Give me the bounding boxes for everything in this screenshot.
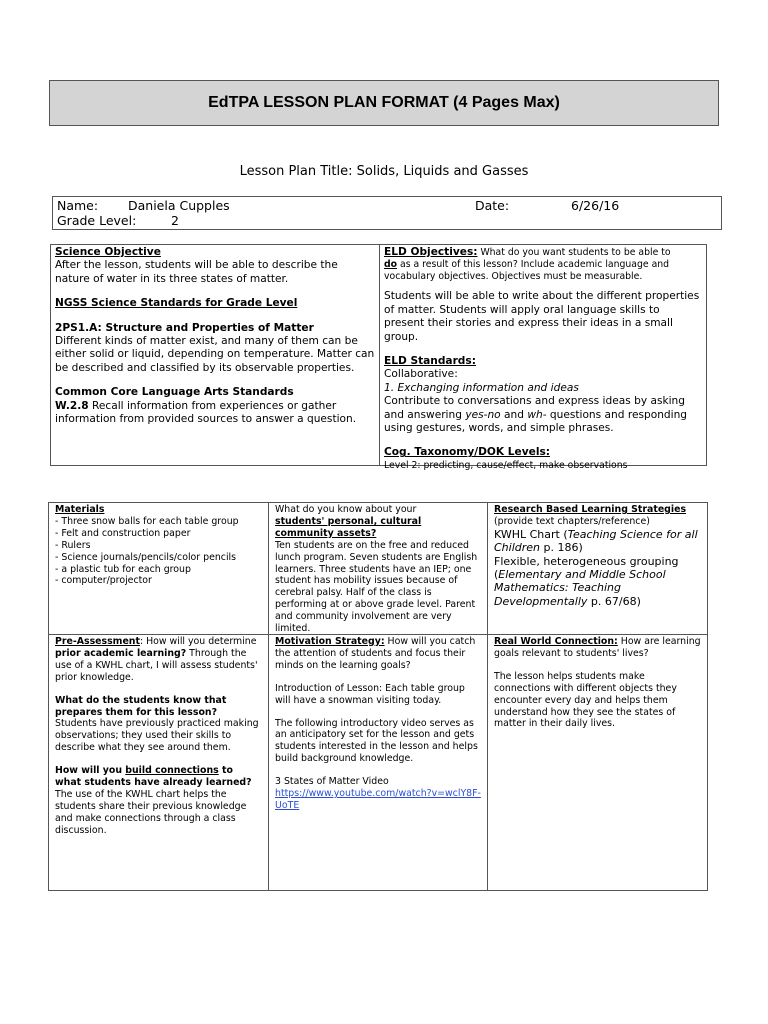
prior-knowledge-question: What do the students know that prepares them for this lesson? xyxy=(55,694,227,718)
lesson-introduction: Introduction of Lesson: Each table group will have a snowman visiting today. xyxy=(275,682,465,706)
community-assets-cell xyxy=(269,503,488,635)
materials-item: - computer/projector xyxy=(55,575,152,587)
materials-item: - a plastic tub for each group xyxy=(55,563,191,575)
lesson-plan-title: Lesson Plan Title: Solids, Liquids and Gasses xyxy=(239,164,529,179)
pre-assessment-cell xyxy=(49,635,269,890)
real-world-prompt: Real World Connection: How are learning goals relevant to students' lives? xyxy=(494,636,701,659)
cog-taxonomy-heading: Cog. Taxonomy/DOK Levels: xyxy=(384,446,550,459)
eld-objective-text: Students will be able to write about the different properties of matter. Students will apply oral language skills to present their stories and express their ideas in a small group. xyxy=(384,290,700,343)
real-world-cell xyxy=(488,635,707,890)
info-box xyxy=(52,196,722,230)
materials-item: - Rulers xyxy=(55,539,91,551)
grade-value: 2 xyxy=(171,213,179,228)
materials-heading: Materials xyxy=(55,504,105,515)
eld-objectives-heading: ELD Objectives: xyxy=(384,246,478,258)
assets-heading: students' personal, cultural community assets? xyxy=(275,515,422,539)
eld-standards-heading: ELD Standards: xyxy=(384,355,476,368)
ps-text: Different kinds of matter exist, and many of them can be either solid or liquid, depending on temperature. Matter can be described and classified by its observable properties. xyxy=(55,335,375,374)
w28-code: W.2.8 xyxy=(55,399,89,412)
video-description: The following introductory video serves as an anticipatory set for the lesson and gets students interested in the lesson and helps build background knowledge. xyxy=(275,717,478,765)
research-prompt: (provide text chapters/reference) xyxy=(494,515,650,527)
motivation-prompt: Motivation Strategy: How will you catch the attention of students and focus their minds on the learning goals? xyxy=(275,636,476,671)
eld-objectives-column xyxy=(380,245,706,471)
common-core-heading: Common Core Language Arts Standards xyxy=(55,386,294,399)
prior-knowledge-answer: Students have previously practiced making observations; they used their skills to describe what they see around them. xyxy=(55,718,259,754)
ps-heading: 2PS1.A: Structure and Properties of Matter xyxy=(55,321,314,334)
science-objectives-column xyxy=(51,245,380,465)
document-title: EdTPA LESSON PLAN FORMAT (4 Pages Max) xyxy=(208,94,560,111)
ngss-heading: NGSS Science Standards for Grade Level xyxy=(55,297,298,310)
assets-text: Ten students are on the free and reduced lunch program. Seven students are English learners. Three students have an IEP; one student has mobility issues because of cerebral palsy. Half of the class is performing at or above grade level. Parent and community involvement are very limited. xyxy=(275,539,478,635)
eld-prompt-b: as a result of this lesson? Include academic language and vocabulary objectives. Objectives must be measurable. xyxy=(384,259,670,283)
date-value: 6/26/16 xyxy=(571,198,620,213)
science-objective-heading: Science Objective xyxy=(55,246,161,258)
collaborative-label: Collaborative: xyxy=(384,368,458,381)
connections-question: How will you build connections to what students have already learned? xyxy=(55,765,252,789)
cog-taxonomy-text: Level 2: predicting, cause/effect, make observations xyxy=(384,459,628,471)
real-world-text: The lesson helps students make connections with different objects they encounter every day and helps them understand how they see the states of matter in their daily lives. xyxy=(494,670,677,730)
w28-standard xyxy=(55,400,375,427)
pre-assessment-prompt: Pre-Assessment: How will you determine prior academic learning? Through the use of a KWHL chart, I will assess students' prior knowledge. xyxy=(55,636,258,683)
kwhl-reference: KWHL Chart (Teaching Science for all Children p. 186) xyxy=(494,527,698,555)
name-label: Name: xyxy=(57,198,99,213)
eld-prompt-do: do xyxy=(384,259,398,271)
exchange-info-label: 1. Exchanging information and ideas xyxy=(384,381,579,394)
lesson-details-grid xyxy=(48,502,708,891)
materials-item: - Felt and construction paper xyxy=(55,527,191,539)
document-header xyxy=(49,80,719,126)
contribute-text: Contribute to conversations and express ideas by asking and answering yes-no and wh- questions and responding using gestures, words, and simple phrases. xyxy=(384,395,688,435)
objectives-table xyxy=(50,244,707,471)
grade-label: Grade Level: xyxy=(57,213,137,228)
video-title: 3 States of Matter Video xyxy=(275,776,389,788)
connections-answer: The use of the KWHL chart helps the students share their previous knowledge and make connections through a class discussion. xyxy=(55,788,247,836)
eld-prompt-a: What do you want students to be able to xyxy=(477,247,671,258)
name-value: Daniela Cupples xyxy=(128,198,230,213)
motivation-cell xyxy=(269,635,488,890)
assets-prompt: What do you know about your xyxy=(275,504,417,515)
eld-prompt xyxy=(384,259,702,283)
research-heading: Research Based Learning Strategies xyxy=(494,504,687,515)
materials-item: - Science journals/pencils/color pencils xyxy=(55,551,237,563)
grouping-reference: Flexible, heterogeneous grouping (Elementary and Middle School Mathematics: Teaching Developmentally p. 67/68) xyxy=(494,554,679,608)
materials-item: - Three snow balls for each table group xyxy=(55,515,239,527)
date-label: Date: xyxy=(475,198,510,213)
science-objective-text: After the lesson, students will be able to describe the nature of water in its three states of matter. xyxy=(55,259,338,285)
research-strategies-cell xyxy=(488,503,707,635)
video-link[interactable]: https://www.youtube.com/watch?v=wclY8F-UoTE xyxy=(275,788,481,811)
w28-text: Recall information from experiences or gather information from provided sources to answer a question. xyxy=(55,399,357,426)
materials-cell xyxy=(49,503,269,635)
